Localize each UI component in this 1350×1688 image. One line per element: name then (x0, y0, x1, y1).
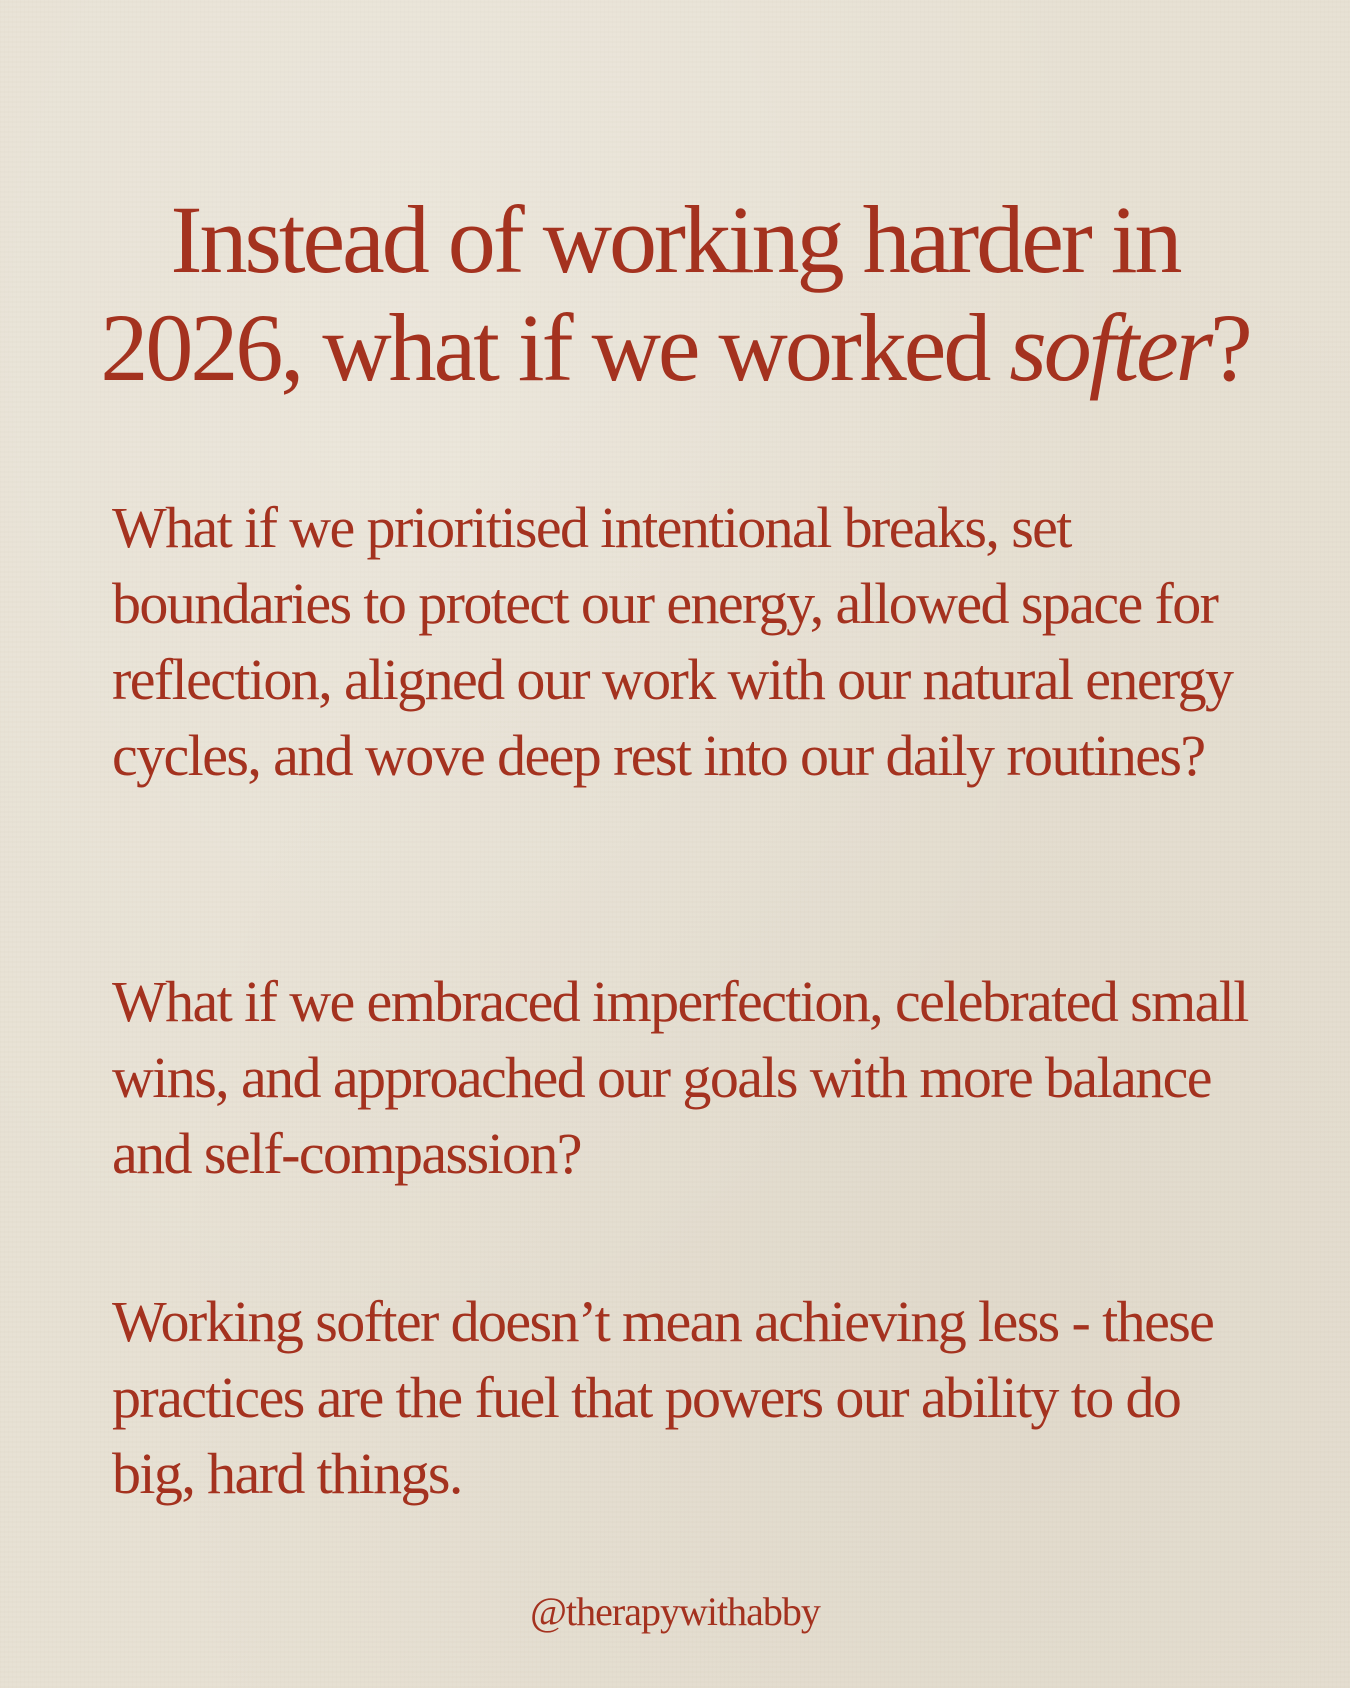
headline-emphasis: softer (1009, 294, 1211, 401)
headline (0, 186, 1350, 402)
headline-line-1: Instead of working harder in (170, 186, 1180, 293)
headline-line-2-suffix: ? (1210, 294, 1250, 401)
paragraph-imperfection: What if we embraced imperfection, celebrated small wins, and approached our goals with more balance and self-compassion? (112, 969, 1248, 1186)
paragraph-breaks: What if we prioritised intentional breaks, set boundaries to protect our energy, allowed space for reflection, aligned our work with our natural energy cycles, and wove deep rest into our daily routines? (112, 495, 1233, 788)
author-handle: @therapywithabby (530, 1589, 820, 1634)
headline-line-2-prefix: 2026, what if we worked (100, 294, 1010, 401)
paragraph-working-softer: Working softer doesn’t mean achieving less - these practices are the fuel that powers our ability to do big, hard things. (112, 1289, 1214, 1506)
